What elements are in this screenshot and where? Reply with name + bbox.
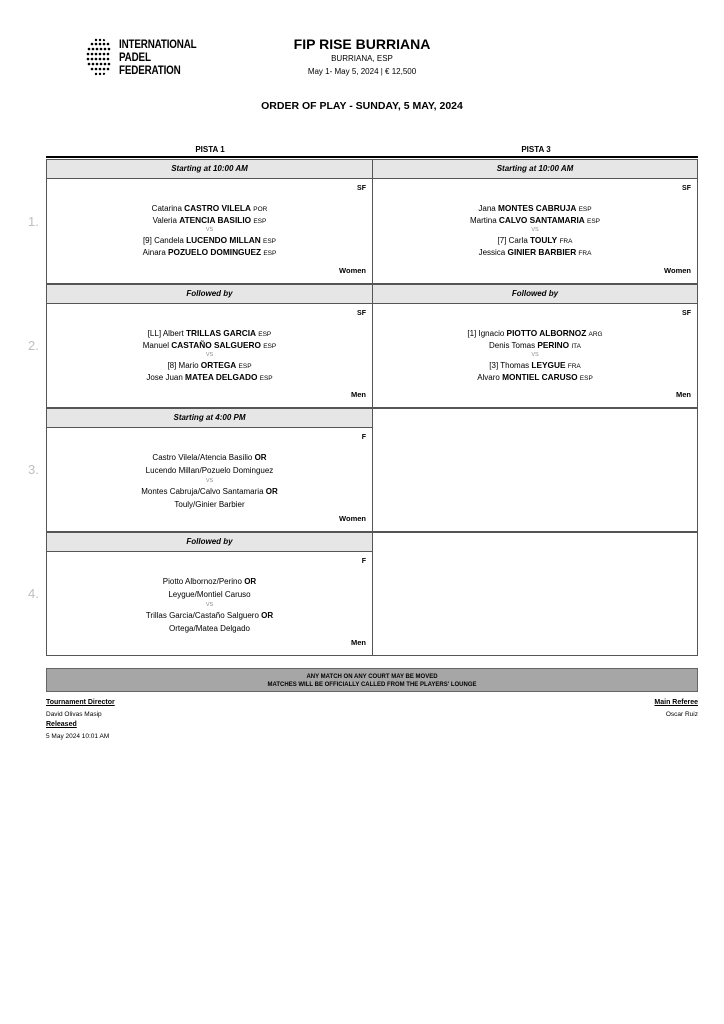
- padel-ball-icon: [84, 36, 116, 80]
- match-teams: [47, 451, 372, 511]
- empty-cell-pista3-row4: [372, 532, 698, 656]
- player: [LL] Albert TRILLAS GARCIA ESP: [147, 328, 272, 338]
- match-cell-pista3-row1[interactable]: [372, 159, 698, 284]
- match-start-time: Followed by: [373, 285, 697, 304]
- match-round: F: [361, 434, 366, 441]
- match-players: [47, 202, 372, 258]
- match-round: F: [361, 558, 366, 565]
- match-start-time: Starting at 10:00 AM: [47, 160, 372, 179]
- match-players: [373, 202, 697, 258]
- team: Montes Cabruja/Calvo Santamaria OR: [141, 487, 278, 496]
- main-referee-name: Oscar Ruiz: [665, 711, 698, 718]
- team: Touly/Ginier Barbier: [174, 500, 245, 509]
- player: Martina CALVO SANTAMARIA ESP: [469, 215, 601, 225]
- match-event: Men: [676, 390, 691, 399]
- match-start-time: Followed by: [47, 533, 372, 552]
- match-event: Men: [351, 638, 366, 647]
- court-header-divider: [46, 156, 698, 158]
- row-number: 3.: [28, 462, 39, 477]
- match-cell-pista1-row3[interactable]: [46, 408, 373, 532]
- player: [3] Thomas LEYGUE FRA: [489, 360, 581, 370]
- player: Denis Tomas PERINO ITA: [488, 340, 581, 350]
- player: Alvaro MONTIEL CARUSO ESP: [477, 372, 593, 382]
- match-start-time: Followed by: [47, 285, 372, 304]
- player: Jose Juan MATEA DELGADO ESP: [146, 372, 273, 382]
- match-event: Women: [339, 514, 366, 523]
- logo-wordmark: INTERNATIONAL PADEL FEDERATION: [119, 37, 197, 77]
- player: Ainara POZUELO DOMINGUEZ ESP: [142, 247, 277, 257]
- tournament-dates: May 1- May 5, 2024 | € 12,500: [307, 67, 417, 76]
- player: Manuel CASTAÑO SALGUERO ESP: [142, 340, 277, 350]
- player: Jana MONTES CABRUJA ESP: [478, 203, 592, 213]
- match-start-time: Starting at 10:00 AM: [373, 160, 697, 179]
- team: Lucendo Millan/Pozuelo Dominguez: [145, 466, 274, 475]
- match-round: SF: [682, 185, 691, 192]
- vs-label: VS: [531, 352, 539, 358]
- team: Ortega/Matea Delgado: [169, 624, 250, 633]
- court-label-pista-1: PISTA 1: [195, 145, 225, 154]
- match-event: Women: [339, 266, 366, 275]
- match-players: [373, 327, 697, 383]
- notice-line: MATCHES WILL BE OFFICIALLY CALLED FROM THE PLAYERS' LOUNGE: [267, 682, 477, 688]
- match-players: [47, 327, 372, 383]
- tournament-title: FIP RISE BURRIANA: [293, 36, 431, 52]
- team: Leygue/Montiel Caruso: [168, 590, 251, 599]
- order-of-play-title: ORDER OF PLAY - SUNDAY, 5 MAY, 2024: [261, 100, 463, 112]
- match-round: SF: [682, 310, 691, 317]
- match-event: Women: [664, 266, 691, 275]
- vs-label: VS: [205, 227, 214, 233]
- player: [1] Ignacio PIOTTO ALBORNOZ ARG: [467, 328, 603, 338]
- player: Catarina CASTRO VILELA POR: [151, 203, 268, 213]
- vs-label: VS: [205, 352, 214, 358]
- tournament-director-label: Tournament Director: [46, 699, 115, 706]
- row-number: 2.: [28, 338, 39, 353]
- match-cell-pista1-row2[interactable]: [46, 284, 373, 408]
- player: [7] Carla TOULY FRA: [497, 235, 573, 245]
- match-start-time: Starting at 4:00 PM: [47, 409, 372, 428]
- match-round: SF: [357, 185, 366, 192]
- row-number: 1.: [28, 214, 39, 229]
- player: Valeria ATENCIA BASILIO ESP: [152, 215, 267, 225]
- team: Trillas Garcia/Castaño Salguero OR: [145, 611, 274, 620]
- match-cell-pista3-row2[interactable]: [372, 284, 698, 408]
- player: [9] Candela LUCENDO MILLAN ESP: [142, 235, 277, 245]
- notice-banner: [46, 668, 698, 692]
- tournament-director-name: David Olivas Masip: [46, 711, 102, 718]
- released-label: Released: [46, 721, 77, 728]
- released-timestamp: 5 May 2024 10:01 AM: [46, 733, 110, 740]
- match-round: SF: [357, 310, 366, 317]
- fip-logo: [84, 36, 204, 80]
- team: Castro Vilela/Atencia Basilio OR: [152, 453, 267, 462]
- vs-label: VS: [205, 478, 214, 484]
- match-teams: [47, 575, 372, 635]
- main-referee-label: Main Referee: [654, 699, 698, 706]
- notice-line: ANY MATCH ON ANY COURT MAY BE MOVED: [306, 674, 438, 680]
- empty-cell-pista3-row3: [372, 408, 698, 532]
- match-event: Men: [351, 390, 366, 399]
- court-label-pista-3: PISTA 3: [521, 145, 551, 154]
- player: [8] Mario ORTEGA ESP: [167, 360, 252, 370]
- vs-label: VS: [205, 602, 214, 608]
- team: Piotto Albornoz/Perino OR: [162, 577, 257, 586]
- player: Jessica GINIER BARBIER FRA: [478, 247, 592, 257]
- match-cell-pista1-row1[interactable]: [46, 159, 373, 284]
- row-number: 4.: [28, 586, 39, 601]
- tournament-location: BURRIANA, ESP: [331, 54, 393, 63]
- vs-label: VS: [531, 227, 539, 233]
- match-cell-pista1-row4[interactable]: [46, 532, 373, 656]
